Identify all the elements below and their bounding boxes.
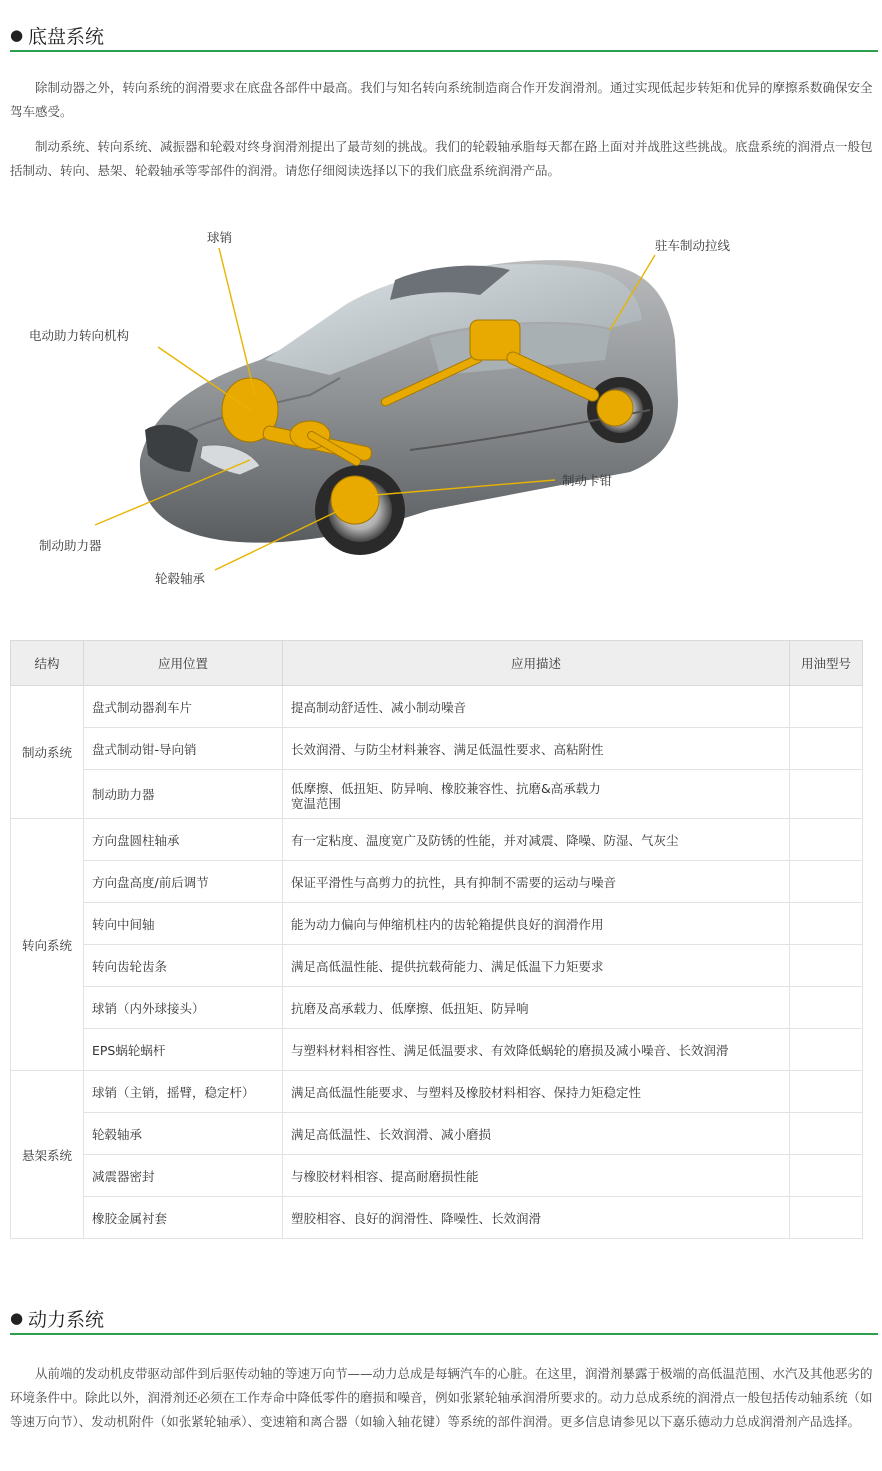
label-caliper: 制动卡钳 bbox=[562, 473, 613, 488]
cell-position: 方向盘圆柱轴承 bbox=[84, 819, 283, 861]
label-hub-bearing: 轮毂轴承 bbox=[155, 571, 206, 586]
table-row bbox=[11, 1113, 863, 1155]
cell-oil bbox=[790, 1029, 863, 1071]
cell-oil bbox=[790, 819, 863, 861]
label-parking-cable: 驻车制动拉线 bbox=[655, 238, 731, 253]
table-row bbox=[11, 945, 863, 987]
table-row bbox=[11, 686, 863, 728]
cell-description bbox=[283, 770, 790, 819]
cell-oil bbox=[790, 1155, 863, 1197]
cell-description: 长效润滑、与防尘材料兼容、满足低温性要求、高粘附性 bbox=[283, 728, 790, 770]
cell-description: 满足高低温性、长效润滑、减小磨损 bbox=[283, 1113, 790, 1155]
table-row bbox=[11, 1029, 863, 1071]
group-steering: 转向系统 bbox=[11, 819, 84, 1071]
table-header-row bbox=[11, 641, 863, 686]
header-structure: 结构 bbox=[11, 641, 84, 686]
cell-oil bbox=[790, 945, 863, 987]
label-ball-pin: 球销 bbox=[207, 230, 233, 245]
cell-position: 球销（主销，摇臂，稳定杆） bbox=[84, 1071, 283, 1113]
header-description: 应用描述 bbox=[283, 641, 790, 686]
powertrain-section-header bbox=[10, 1305, 878, 1335]
chassis-paragraph-1: 除制动器之外，转向系统的润滑要求在底盘各部件中最高。我们与知名转向系统制造商合作开发润滑剂。通过实现低起步转矩和优异的摩擦系数确保安全驾车感受。 bbox=[10, 80, 873, 119]
group-suspension: 悬架系统 bbox=[11, 1071, 84, 1239]
table-row bbox=[11, 728, 863, 770]
powertrain-paragraph: 从前端的发动机皮带驱动部件到后驱传动轴的等速万向节——动力总成是每辆汽车的心脏。在这里，润滑剂暴露于极端的高低温范围、水汽及其他恶劣的环境条件中。除此以外，润滑剂还必须在工作寿命中降低零件的磨损和噪音，例如张紧轮轴承润滑所要求的。动力总成系统的润滑点一般包括传动轴系统（如等速万向节）、发动机附件（如张紧轮轴承）、变速箱和离合器（如输入轴花键）等系统的部件润滑。更多信息请参见以下嘉乐德动力总成润滑剂产品选择。 bbox=[10, 1366, 873, 1429]
cell-position: 方向盘高度/前后调节 bbox=[84, 861, 283, 903]
group-brake: 制动系统 bbox=[11, 686, 84, 819]
cell-oil bbox=[790, 861, 863, 903]
bullet-icon: ● bbox=[10, 26, 24, 44]
cell-oil bbox=[790, 728, 863, 770]
cell-description: 满足高低温性能、提供抗载荷能力、满足低温下力矩要求 bbox=[283, 945, 790, 987]
table-row bbox=[11, 1071, 863, 1113]
cell-oil bbox=[790, 1071, 863, 1113]
cell-position: 盘式制动钳-导向销 bbox=[84, 728, 283, 770]
description-line: 宽温范围 bbox=[291, 796, 342, 811]
cell-position: 制动助力器 bbox=[84, 770, 283, 819]
cell-position: 转向中间轴 bbox=[84, 903, 283, 945]
cell-description: 提高制动舒适性、减小制动噪音 bbox=[283, 686, 790, 728]
cell-description: 塑胶相容、良好的润滑性、降噪性、长效润滑 bbox=[283, 1197, 790, 1239]
cell-oil bbox=[790, 1197, 863, 1239]
table-row bbox=[11, 819, 863, 861]
label-booster: 制动助力器 bbox=[39, 538, 102, 553]
chassis-lubrication-table bbox=[10, 640, 863, 1239]
cell-description: 抗磨及高承载力、低摩擦、低扭矩、防异响 bbox=[283, 987, 790, 1029]
chassis-paragraph-2: 制动系统、转向系统、减振器和轮毂对终身润滑剂提出了最苛刻的挑战。我们的轮毂轴承脂每天都在路上面对并战胜这些挑战。底盘系统的润滑点一般包括制动、转向、悬架、轮毂轴承等零部件的润滑。请您仔细阅读选择以下的我们底盘系统润滑产品。 bbox=[10, 139, 873, 178]
header-position: 应用位置 bbox=[84, 641, 283, 686]
section-title: 动力系统 bbox=[28, 1309, 105, 1331]
cell-position: EPS蜗轮蜗杆 bbox=[84, 1029, 283, 1071]
cell-oil bbox=[790, 686, 863, 728]
cell-description: 与橡胶材料相容、提高耐磨损性能 bbox=[283, 1155, 790, 1197]
table-row bbox=[11, 987, 863, 1029]
description-line: 低摩擦、低扭矩、防异响、橡胶兼容性、抗磨&高承载力 bbox=[291, 781, 601, 796]
table-row bbox=[11, 770, 863, 819]
car-image bbox=[10, 210, 770, 610]
cell-position: 转向齿轮齿条 bbox=[84, 945, 283, 987]
cell-position: 轮毂轴承 bbox=[84, 1113, 283, 1155]
label-eps: 电动助力转向机构 bbox=[29, 328, 130, 343]
cell-position: 盘式制动器刹车片 bbox=[84, 686, 283, 728]
cell-position: 减震器密封 bbox=[84, 1155, 283, 1197]
cell-description: 有一定粘度、温度宽广及防锈的性能，并对减震、降噪、防湿、气灰尘 bbox=[283, 819, 790, 861]
cell-position: 橡胶金属衬套 bbox=[84, 1197, 283, 1239]
chassis-car-illustration bbox=[10, 210, 770, 610]
cell-description: 能为动力偏向与伸缩机柱内的齿轮箱提供良好的润滑作用 bbox=[283, 903, 790, 945]
cell-oil bbox=[790, 903, 863, 945]
cell-oil bbox=[790, 770, 863, 819]
cell-description: 保证平滑性与高剪力的抗性，具有抑制不需要的运动与噪音 bbox=[283, 861, 790, 903]
bullet-icon: ● bbox=[10, 1309, 24, 1327]
cell-description: 与塑料材料相容性、满足低温要求、有效降低蜗轮的磨损及减小噪音、长效润滑 bbox=[283, 1029, 790, 1071]
header-oil-model: 用油型号 bbox=[790, 641, 863, 686]
section-title: 底盘系统 bbox=[28, 26, 105, 48]
table-row bbox=[11, 903, 863, 945]
table-row bbox=[11, 1155, 863, 1197]
cell-description: 满足高低温性能要求、与塑料及橡胶材料相容、保持力矩稳定性 bbox=[283, 1071, 790, 1113]
chassis-section-header bbox=[10, 22, 878, 52]
table-row bbox=[11, 1197, 863, 1239]
cell-oil bbox=[790, 1113, 863, 1155]
cell-oil bbox=[790, 987, 863, 1029]
cell-position: 球销（内外球接头） bbox=[84, 987, 283, 1029]
table-row bbox=[11, 861, 863, 903]
